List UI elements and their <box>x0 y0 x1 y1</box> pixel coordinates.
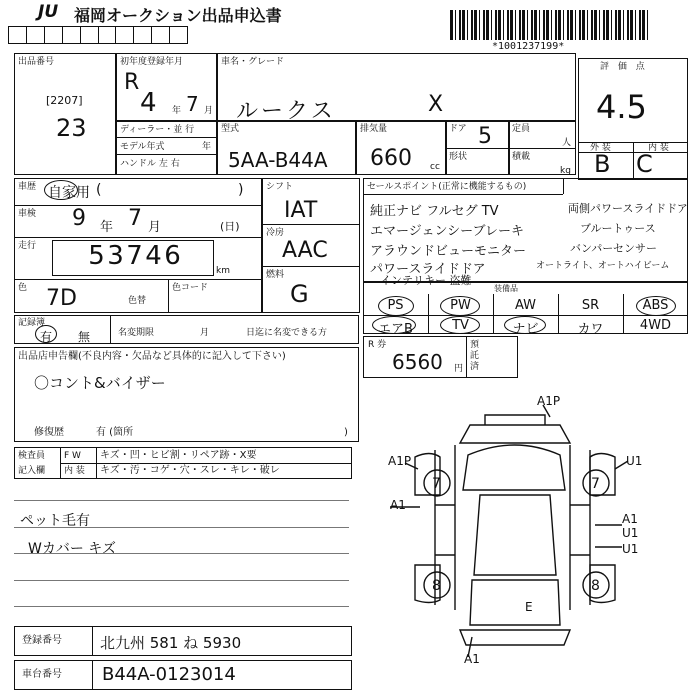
wheel-mark: 8 <box>591 578 600 594</box>
plate-value: 北九州 581 ね 5930 <box>100 634 242 652</box>
form-title: 福岡オークション出品申込書 <box>74 6 282 25</box>
vehicle-name-label: 車名・グレード <box>221 57 285 67</box>
sales-right-line: オートライト、オートハイビーム <box>536 261 670 271</box>
odometer-digit: 7 <box>126 241 143 271</box>
wheel-mark: 8 <box>432 578 441 594</box>
records-yes-circle <box>35 325 57 343</box>
barcode <box>450 10 650 40</box>
sales-right-line: ブルートゥース <box>580 222 656 235</box>
inspector-row2-head: 内 装 <box>64 466 85 476</box>
sales-line: 純正ナビ フルセグ TV <box>370 204 499 219</box>
interior-grade: C <box>636 150 653 178</box>
damage-mark: U1 <box>622 526 639 540</box>
inspection-year: 9 <box>72 206 86 231</box>
usage-paren-open: ( <box>96 182 102 198</box>
equipment-label: 装備品 <box>494 284 518 293</box>
barcode-number: *1001237199* <box>492 41 565 52</box>
repair-value: 有 (箇所 <box>96 427 134 438</box>
store-notes-label: 出品店申告欄(不良内容・欠品など具体的に記入して下さい) <box>18 351 286 362</box>
vehicle-box <box>116 53 576 175</box>
owner-change-unit: 月 <box>200 328 210 338</box>
usage-value: 自家用 <box>48 185 90 201</box>
chassis-label: 車台番号 <box>22 669 62 680</box>
equipment-aw: AW <box>514 298 537 313</box>
sales-line: インテリキー 盗難 <box>380 274 472 287</box>
damage-mark: A1 <box>390 498 406 512</box>
capacity-unit: 人 <box>562 138 572 148</box>
equipment-airbag: エアB <box>378 322 413 337</box>
sales-label: セールスポイント(正常に機能するもの) <box>367 182 527 192</box>
color-change-label: 色替 <box>128 296 147 306</box>
registration-year-unit: 年 <box>172 106 182 116</box>
recycle-deposit-label: 預託済 <box>470 340 480 372</box>
displacement-label: 排気量 <box>360 124 388 134</box>
shift-label: シフト <box>266 182 294 192</box>
owner-change-label: 名変期限 <box>118 328 155 338</box>
usage-circle <box>44 180 78 200</box>
inspector-label-2: 記入欄 <box>18 466 46 476</box>
interior-label: 内 装 <box>648 143 669 153</box>
displacement-unit: cc <box>430 162 440 172</box>
equipment-sr: SR <box>581 298 600 313</box>
equipment-4wd: 4WD <box>639 318 672 333</box>
inspector-note: Wカバー キズ <box>28 541 117 557</box>
circle-pw <box>440 296 480 316</box>
lot-code: [2207] <box>46 94 83 107</box>
inspection-label: 車検 <box>18 209 37 219</box>
equipment-pw: PW <box>450 298 471 313</box>
usage-paren-close: ) <box>238 182 244 198</box>
recycle-label: R 券 <box>368 340 387 350</box>
damage-mark: A1 <box>622 512 638 526</box>
records-no: 無 <box>78 330 91 344</box>
wheel-mark: 7 <box>591 476 600 492</box>
plate-label: 登録番号 <box>22 635 62 646</box>
ac-label: 冷房 <box>266 228 285 238</box>
handle-label: ハンドル 左 右 <box>120 159 180 169</box>
circle-tv <box>440 316 480 334</box>
lot-label: 出品番号 <box>18 57 55 67</box>
damage-mark: U1 <box>626 454 643 468</box>
top-grid-boxes <box>8 26 188 44</box>
mileage-label: 走行 <box>18 241 37 251</box>
color-value: 7D <box>46 286 77 311</box>
vehicle-type: 5AA-B44A <box>228 148 328 172</box>
grade-label: 評 価 点 <box>600 62 648 72</box>
lot-number: 23 <box>56 114 87 142</box>
equipment-abs: ABS <box>642 298 669 313</box>
color-label: 色 <box>18 283 28 293</box>
sales-line: エマージェンシーブレーキ <box>370 224 524 239</box>
repair-label: 修復歴 <box>34 427 64 438</box>
odometer <box>52 240 214 276</box>
inspector-label-1: 検査員 <box>18 451 46 461</box>
registration-month-unit: 月 <box>204 106 214 116</box>
store-notes-text: 〇コント&バイザー <box>34 374 166 392</box>
damage-mark: A1P <box>537 395 561 408</box>
inspection-month-unit: 月 <box>148 220 162 235</box>
damage-mark: A1P <box>388 454 412 468</box>
color-code-label: 色コード <box>172 283 209 293</box>
records-yes: 有 <box>40 330 53 344</box>
circle-airbag <box>372 316 416 334</box>
grade-score: 4.5 <box>596 88 647 126</box>
displacement-value: 660 <box>370 146 412 171</box>
circle-abs <box>636 296 676 316</box>
recycle-unit: 円 <box>454 364 464 374</box>
circle-navi <box>504 316 546 334</box>
inspection-day-unit: (日) <box>220 220 240 233</box>
vehicle-name: ルークス <box>236 99 336 124</box>
shape-label: 形状 <box>449 152 468 162</box>
inspection-year-unit: 年 <box>100 220 114 235</box>
chassis-value: B44A-0123014 <box>102 664 236 685</box>
circle-ps <box>378 296 414 316</box>
capacity-label: 定員 <box>512 124 531 134</box>
wheel-mark: 7 <box>432 476 441 492</box>
inspector-row1-head: F W <box>64 451 81 461</box>
type-label: 型式 <box>221 124 240 134</box>
equipment-leather: カワ <box>577 322 604 337</box>
exterior-label: 外 装 <box>590 143 611 153</box>
weight-label: 積載 <box>512 152 531 162</box>
ac-value: AAC <box>282 238 328 263</box>
model-year-unit: 年 <box>202 142 212 152</box>
damage-mark: U1 <box>622 542 639 556</box>
damage-mark: E <box>525 600 533 614</box>
registration-month: 7 <box>186 92 199 116</box>
sales-right-line: バンパーセンサー <box>570 242 658 255</box>
owner-change-note: 日迄に名変できる方 <box>246 328 328 338</box>
mileage-unit: km <box>216 266 230 276</box>
model-year-label: モデル年式 <box>120 142 165 152</box>
sales-line: パワースライドドア <box>370 262 486 277</box>
usage-label: 車歴 <box>18 182 37 192</box>
records-label: 記録簿 <box>18 318 46 328</box>
logo: JU <box>38 2 59 22</box>
equipment-navi: ナビ <box>512 322 539 337</box>
shift-value: IAT <box>284 198 318 223</box>
inspector-note: ペット毛有 <box>20 513 90 529</box>
weight-unit: kg <box>560 166 571 176</box>
repair-close: ) <box>344 427 348 438</box>
fuel-label: 燃料 <box>266 270 285 280</box>
doors-value: 5 <box>478 124 492 149</box>
odometer-digit: 6 <box>164 241 181 271</box>
equipment-ps: PS <box>387 298 404 313</box>
sales-line: アラウンドビューモニター <box>370 244 527 259</box>
doors-label: ドア <box>449 124 467 134</box>
odometer-digit: 3 <box>107 241 124 271</box>
exterior-grade: B <box>594 150 611 178</box>
damage-mark: A1 <box>464 652 480 666</box>
registration-year: 4 <box>140 88 157 118</box>
inspector-row2: キズ・汚・コゲ・穴・スレ・キレ・破レ <box>100 465 280 476</box>
car-diagram <box>360 395 695 670</box>
odometer-digit: 4 <box>145 241 162 271</box>
sales-right-line: 両側パワースライドドア <box>568 202 688 215</box>
vehicle-grade: X <box>428 92 444 117</box>
registration-label: 初年度登録年月 <box>120 57 184 67</box>
odometer-digit: 5 <box>88 241 105 271</box>
inspection-month: 7 <box>128 206 142 231</box>
fuel-value: G <box>290 280 309 308</box>
equipment-tv: TV <box>452 318 469 333</box>
registration-era: R <box>124 70 140 95</box>
recycle-value: 6560 <box>392 350 443 374</box>
dealer-label: ディーラー・並 行 <box>120 125 195 135</box>
inspector-row1: キズ・凹・ヒビ割・リペア跡・X要 <box>100 450 257 461</box>
